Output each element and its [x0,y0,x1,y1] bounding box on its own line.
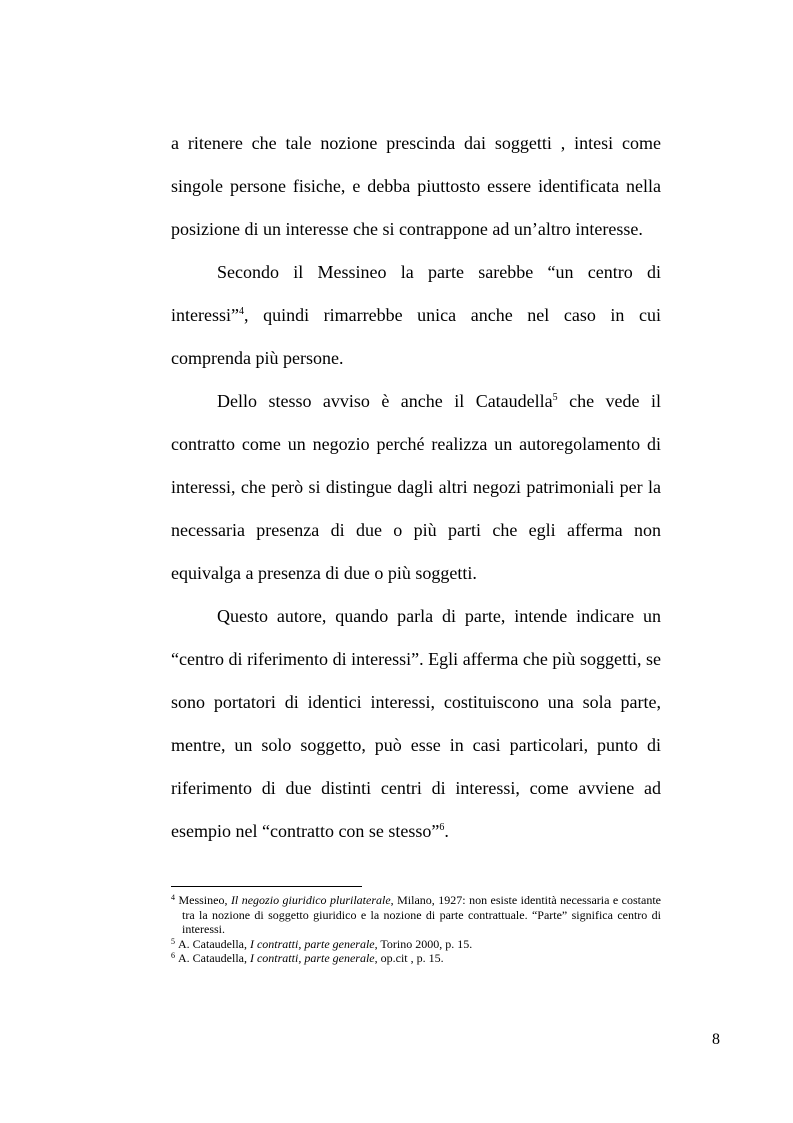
footnote-number: 6 [171,951,175,960]
footnote [171,937,661,952]
footnote-work-title: I contratti, parte generale [249,936,375,951]
paragraph [171,122,661,251]
footnote-text: A. Cataudella, [178,936,250,951]
footnote-reference[interactable]: 6 [439,822,445,833]
page-number: 8 [712,1031,720,1048]
footnote-reference[interactable]: 5 [552,392,558,403]
paragraph [171,380,661,595]
paragraph-text: Dello stesso avviso è anche il Cataudella [217,391,553,411]
paragraph [171,251,661,380]
paragraph-text: a ritenere che tale nozione prescinda dai soggetti , intesi come singole persone fisiche, e debba piuttosto essere identificata nella posizione di un interesse che si contrappone ad un’altro interesse. [171,133,661,239]
paragraph-text: che vede il contratto come un negozio perché realizza un autoregolamento di interessi, che però si distingue dagli altri negozi patrimoniali per la necessaria presenza di due o più parti che egli afferma non equivalga a presenza di due o più soggetti. [171,391,661,583]
footnote-number: 5 [171,936,175,946]
footnote-work-title: I contratti, parte generale [249,951,375,965]
footnotes [171,893,661,966]
paragraph-text: Questo autore, quando parla di parte, intende indicare un “centro di riferimento di interessi”. Egli afferma che più soggetti, se sono portatori di identici interessi, costituiscono una sola parte, mentre, un solo soggetto, può esse in casi particolari, punto di riferimento di due distinti centri di interessi, come avviene ad esempio nel “contratto con se stesso” [171,606,661,841]
footnote-work-title: Il negozio giuridico plurilaterale [230,893,391,907]
footnote-number: 4 [171,893,175,902]
footnote [171,893,661,937]
footnote-text: Messineo, [178,893,231,907]
footnote-text: , Milano, 1927: non esiste identità necessaria e costante tra la nozione di soggetto giuridico e la nozione di parte contrattuale. “Parte” significa centro di interessi. [182,893,662,936]
footnote-text: A. Cataudella, [178,951,250,965]
paragraph-text: , quindi rimarrebbe unica anche nel caso in cui comprenda più persone. [171,305,661,368]
footnote [171,951,661,966]
footnote-text: , op.cit , p. 15. [374,951,444,965]
footnote-reference[interactable]: 4 [238,306,244,317]
paragraph [171,595,661,853]
body-text [171,122,661,853]
footnote-text: , Torino 2000, p. 15. [374,936,473,951]
footnote-separator [171,886,362,887]
paragraph-text: Secondo il Messineo la parte sarebbe “un centro di interessi” [171,262,661,325]
paragraph-text: . [444,821,449,841]
